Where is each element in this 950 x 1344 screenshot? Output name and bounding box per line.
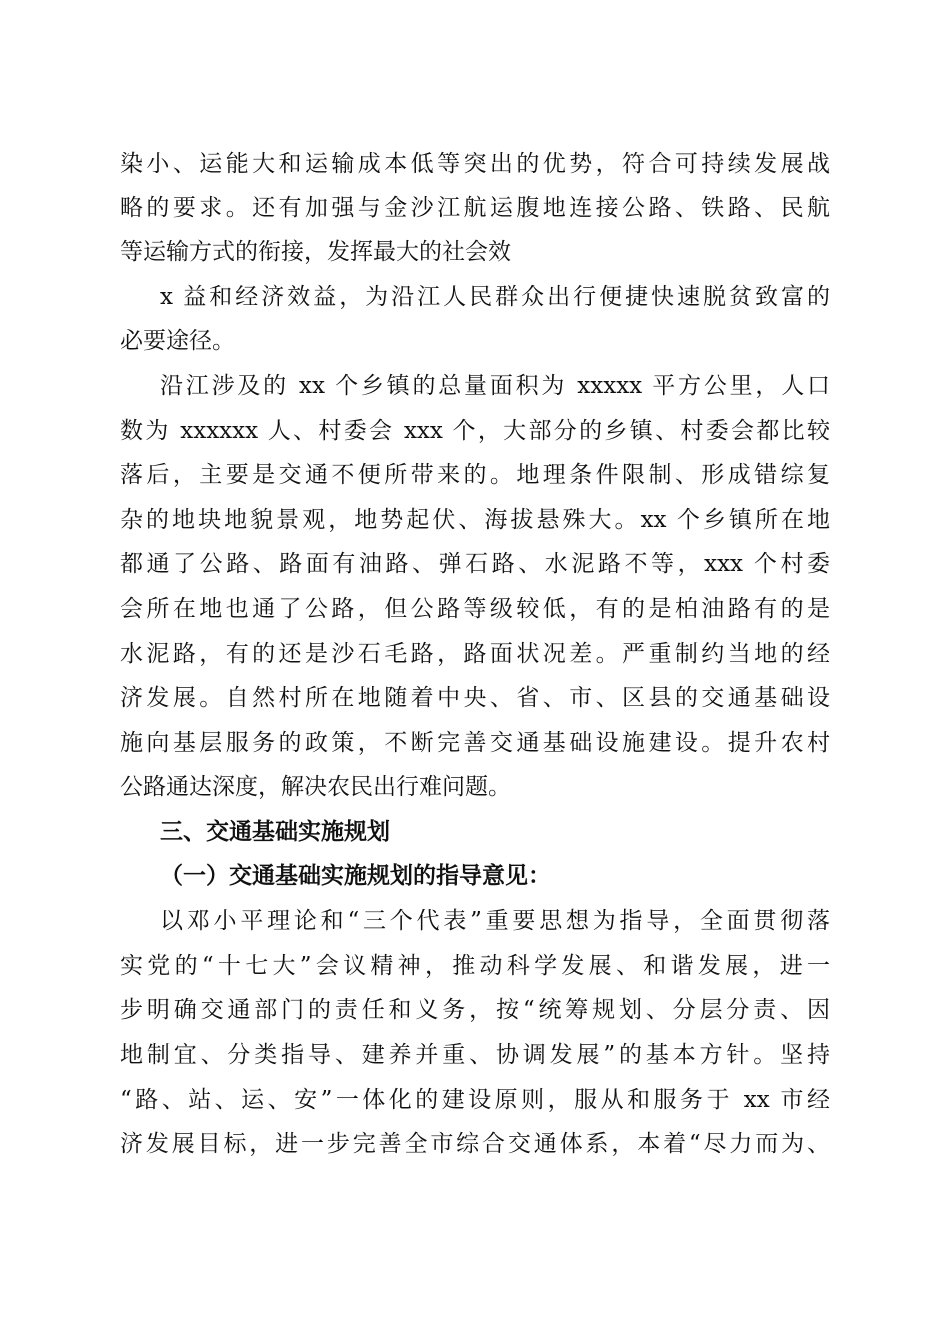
text-line: “路、站、运、安”一体化的建设原则，服从和服务于 xx 市经 bbox=[120, 1087, 830, 1113]
text-line: 以邓小平理论和“三个代表”重要思想为指导，全面贯彻落 bbox=[160, 908, 830, 934]
text-line: 地制宜、分类指导、建养并重、协调发展”的基本方针。坚持 bbox=[120, 1042, 830, 1068]
text-line: 数为 xxxxxx 人、村委会 xxx 个，大部分的乡镇、村委会都比较 bbox=[120, 418, 830, 444]
text-line: 步明确交通部门的责任和义务，按“统筹规划、分层分责、因 bbox=[120, 997, 830, 1023]
text-line: 略的要求。还有加强与金沙江航运腹地连接公路、铁路、民航 bbox=[120, 195, 830, 221]
text-line: 会所在地也通了公路，但公路等级较低，有的是柏油路有的是 bbox=[120, 596, 830, 622]
text-line: 杂的地块地貌景观，地势起伏、海拔悬殊大。xx 个乡镇所在地 bbox=[120, 507, 830, 533]
section-heading: 三、交通基础实施规划 bbox=[160, 819, 390, 845]
text-line: 落后，主要是交通不便所带来的。地理条件限制、形成错综复 bbox=[120, 462, 830, 488]
text-line: x 益和经济效益，为沿江人民群众出行便捷快速脱贫致富的 bbox=[160, 284, 830, 310]
text-line: 必要途径。 bbox=[120, 328, 235, 354]
text-line: 沿江涉及的 xx 个乡镇的总量面积为 xxxxx 平方公里，人口 bbox=[160, 373, 830, 399]
text-line: 施向基层服务的政策，不断完善交通基础设施建设。提升农村 bbox=[120, 730, 830, 756]
text-line: 水泥路，有的还是沙石毛路，路面状况差。严重制约当地的经 bbox=[120, 641, 830, 667]
text-line: 都通了公路、路面有油路、弹石路、水泥路不等，xxx 个村委 bbox=[120, 551, 830, 577]
text-line: 济发展目标，进一步完善全市综合交通体系，本着“尽力而为、 bbox=[120, 1131, 830, 1157]
text-line: 实党的“十七大”会议精神，推动科学发展、和谐发展，进一 bbox=[120, 953, 830, 979]
text-line: 济发展。自然村所在地随着中央、省、市、区县的交通基础设 bbox=[120, 685, 830, 711]
text-line: 公路通达深度，解决农民出行难问题。 bbox=[120, 774, 511, 800]
text-line: 染小、运能大和运输成本低等突出的优势，符合可持续发展战 bbox=[120, 151, 830, 177]
text-line: 等运输方式的衔接，发挥最大的社会效 bbox=[120, 239, 511, 265]
subsection-heading: （一）交通基础实施规划的指导意见： bbox=[160, 862, 551, 889]
